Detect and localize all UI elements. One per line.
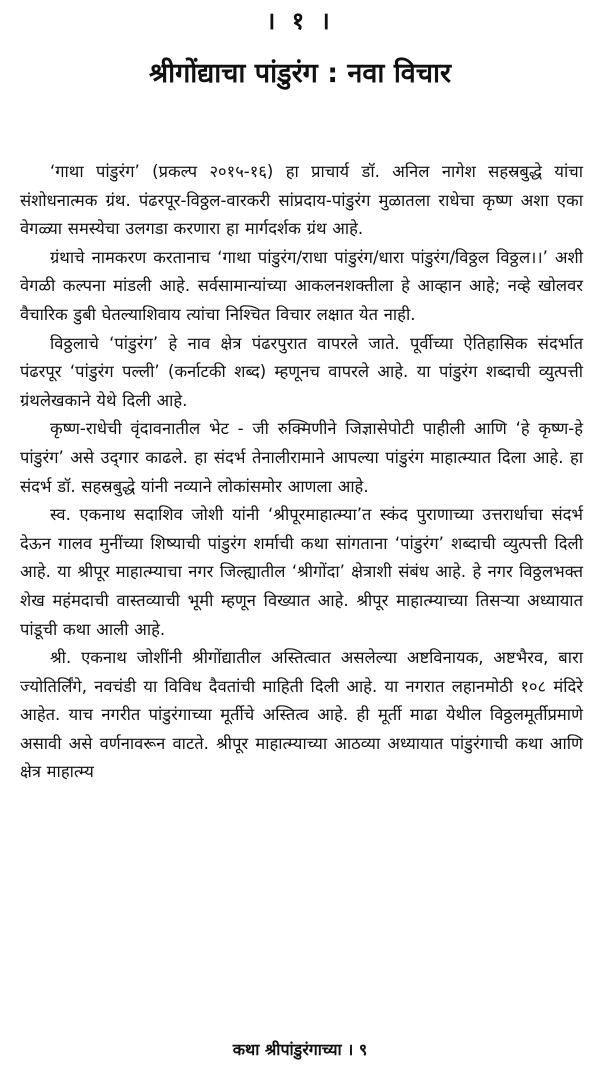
paragraph-6: श्री. एकनाथ जोशींनी श्रीगोंद्यातील अस्तित्वात असलेल्या अष्टविनायक, अष्टभैरव, बारा ज्योतिर्लिंगे, नवचंडी या विविध दैवतांची माहिती दिली आहे. या नगरात लहानमोठी १०८ मंदिरे आहेत. याच नगरीत पांडुरंगाच्या मूर्तीचे अस्तित्व आहे. ही मूर्ती माढा येथील विठ्ठलमूर्तीप्रमाणे असावी असे वर्णनावरून वाटते. श्रीपूर माहात्म्याच्या आठव्या अध्यायात पांडुरंगाची कथा आणि क्षेत्र माहात्म्य (20, 648, 583, 782)
chapter-title: श्रीगोंद्याचा पांडुरंग : नवा विचार (148, 58, 452, 89)
page-footer: कथा श्रीपांडुरंगाच्या । ९ (232, 1040, 368, 1059)
body-text (20, 158, 583, 787)
paragraph-5: स्व. एकनाथ सदाशिव जोशी यांनी ‘श्रीपूरमाहात्म्या’त स्कंद पुराणाच्या उत्तरार्धाचा संदर्भ देऊन गालव मुनींच्या शिष्याची पांडुरंग शर्माची कथा सांगताना ‘पांडुरंग’ शब्दाची व्युत्पत्ती दिली आहे. या श्रीपूर माहात्म्याचा नगर जिल्ह्यातील ‘श्रीगोंदा’ क्षेत्राशी संबंध आहे. हे नगर विठ्ठलभक्त शेख महंमदाची वास्तव्याची भूमी म्हणून विख्यात आहे. श्रीपूर माहात्म्याच्या तिसऱ्या अध्यायात पांडूची कथा आली आहे. (20, 505, 583, 639)
chapter-number: । १ । (266, 7, 334, 35)
paragraph-4: कृष्ण-राधेची वृंदावनातील भेट - जी रुक्मिणीने जिज्ञासेपोटी पाहीली आणि ‘हे कृष्ण-हे पांडुरंग’ असे उद्‍गार काढले. हा संदर्भ तेनालीरामाने आपल्या पांडुरंग माहात्म्यात दिला आहे. हा संदर्भ डॉ. सहस्रबुद्धे यांनी नव्याने लोकांसमोर आणला आहे. (20, 419, 583, 496)
paragraph-3: विठ्ठलाचे ‘पांडुरंग’ हे नाव क्षेत्र पंढरपुरात वापरले जाते. पूर्वीच्या ऐतिहासिक संदर्भात पंढरपूर ‘पांडुरंग पल्ली’ (कर्नाटकी शब्द) म्हणूनच वापरले आहे. या पांडुरंग शब्दाची व्युत्पत्ती ग्रंथलेखकाने येथे दिली आहे. (20, 333, 583, 410)
paragraph-2: ग्रंथाचे नामकरण करतानाच ‘गाथा पांडुरंग/राधा पांडुरंग/धारा पांडुरंग/विठ्ठल विठ्ठल।।’ अशी वेगळी कल्पना मांडली आहे. सर्वसामान्यांच्या आकलनशक्तीला हे आव्हान आहे; नव्हे खोलवर वैचारिक डुबी घेतल्याशिवाय त्यांचा निश्चित विचार लक्षात येत नाही. (20, 247, 583, 324)
paragraph-1: ‘गाथा पांडुरंग’ (प्रकल्प २०१५-१६) हा प्राचार्य डॉ. अनिल नागेश सहस्रबुद्धे यांचा संशोधनात्मक ग्रंथ. पंढरपूर-विठ्ठल-वारकरी सांप्रदाय-पांडुरंग मुळातला राधेचा कृष्ण अशा एका वेगळ्या समस्येचा उलगडा करणारा हा मार्गदर्शक ग्रंथ आहे. (20, 162, 583, 239)
